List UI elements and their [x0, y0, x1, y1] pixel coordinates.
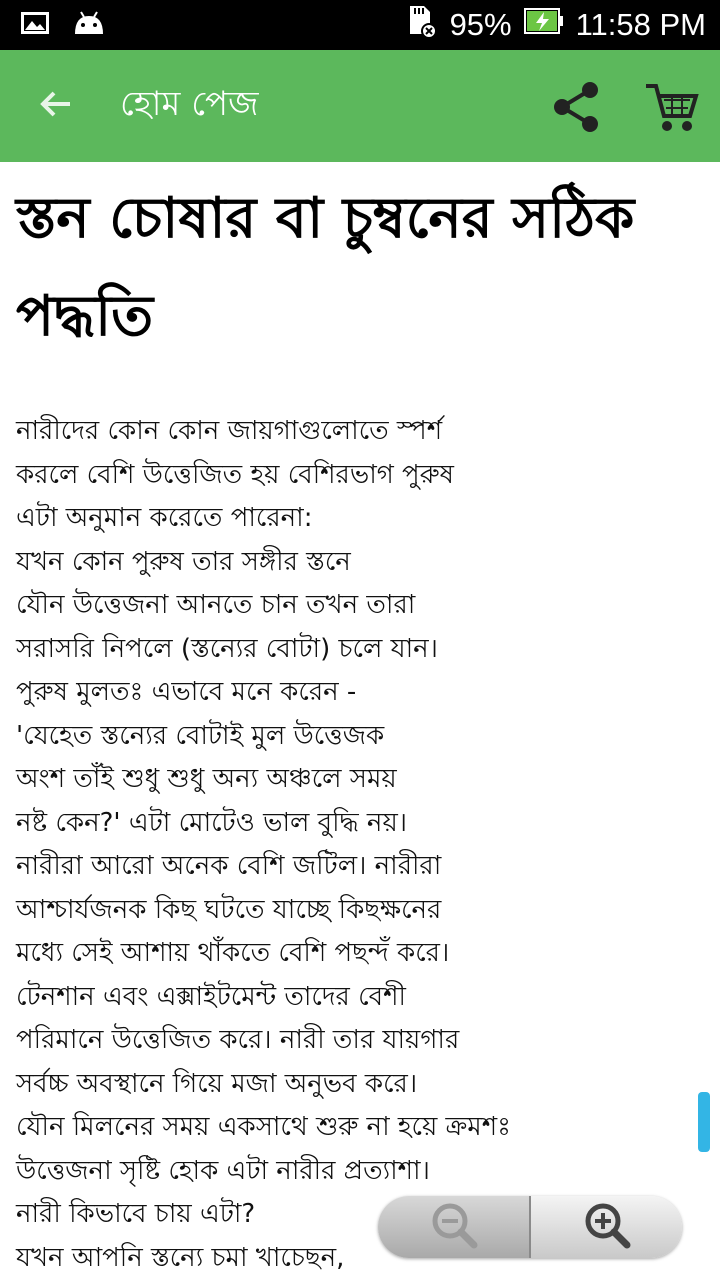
article-line: আশ্চার্যজনক কিছ ঘটতে যাচ্ছে কিছক্ষনের — [16, 894, 442, 925]
android-icon — [72, 10, 106, 40]
article-line: 'যেহেত স্তন্যের বোটাই মুল উত্তেজক — [16, 720, 385, 751]
zoom-in-button[interactable] — [531, 1196, 682, 1258]
share-button[interactable] — [548, 78, 606, 136]
article-line: নষ্ট কেন?' এটা মোটেও ভাল বুদ্ধি নয়। — [16, 807, 408, 838]
article-line: মধ্যে সেই আশায় থাঁকতে বেশি পছন্দঁ করে। — [16, 938, 450, 968]
clock: 11:58 PM — [575, 7, 706, 42]
article-line: সরাসরি নিপলে (স্তন্যের বোটা) চলে যান। — [16, 633, 438, 664]
scroll-indicator[interactable] — [698, 1092, 710, 1152]
article-line: পরিমানে উত্তেজিত করে। নারী তার যায়গার — [16, 1025, 460, 1055]
share-icon — [548, 121, 606, 140]
article-line: যখন কোন পুরুষ তার সঙ্গীর স্তনে — [16, 546, 351, 577]
article-body — [16, 410, 696, 1280]
zoom-out-button[interactable] — [378, 1196, 531, 1258]
zoom-in-icon — [579, 1197, 635, 1257]
battery-charging-icon — [524, 7, 564, 43]
article-line: টেনশান এবং এক্সাইটমেন্ট তাদের বেশী — [16, 981, 406, 1012]
zoom-controls — [378, 1196, 682, 1258]
article-line: অংশ তাঁই শুধু শুধু অন্য অঞ্চলে সময় — [16, 764, 397, 794]
article-line: যৌন উত্তেজনা আনতে চান তখন তারা — [16, 590, 416, 620]
article-line: নারীরা আরো অনেক বেশি জটিল। নারীরা — [16, 851, 442, 881]
article-line: পুরুষ মুলতঃ এভাবে মনে করেন - — [16, 677, 357, 707]
article-line: নারী কিভাবে চায় এটা? — [16, 1199, 256, 1229]
article-title: স্তন চোষার বা চুম্বনের সঠিক পদ্ধতি — [16, 186, 635, 349]
article-line: যৌন মিলনের সময় একসাথে শুরু না হয়ে ক্রমশঃ — [16, 1112, 511, 1142]
sd-card-icon — [404, 4, 438, 46]
article-line: এটা অনুমান করেতে পারেনা: — [16, 503, 313, 533]
status-bar — [0, 0, 720, 50]
cart-button[interactable] — [642, 76, 702, 136]
app-bar — [0, 50, 720, 162]
article-line: সর্বচ্চ অবস্থানে গিয়ে মজা অনুভব করে। — [16, 1068, 418, 1099]
article-line: যখন আপনি স্তন্যে চমা খাচেছন, — [16, 1242, 345, 1273]
article-line: করলে বেশি উত্তেজিত হয় বেশিরভাগ পুরুষ — [16, 459, 454, 490]
battery-percent: 95% — [449, 7, 512, 42]
article-content — [16, 170, 696, 1280]
gallery-icon — [20, 11, 50, 39]
zoom-out-icon — [426, 1197, 482, 1257]
app-title: হোম পেজ — [120, 83, 259, 124]
cart-icon — [642, 121, 702, 140]
back-button[interactable] — [26, 76, 86, 136]
article-line: নারীদের কোন কোন জায়গাগুলোতে স্পর্শ — [16, 416, 443, 446]
article-line: উত্তেজনা সৃষ্টি হোক এটা নারীর প্রত্যাশা। — [16, 1155, 430, 1186]
back-arrow-icon — [36, 84, 76, 128]
